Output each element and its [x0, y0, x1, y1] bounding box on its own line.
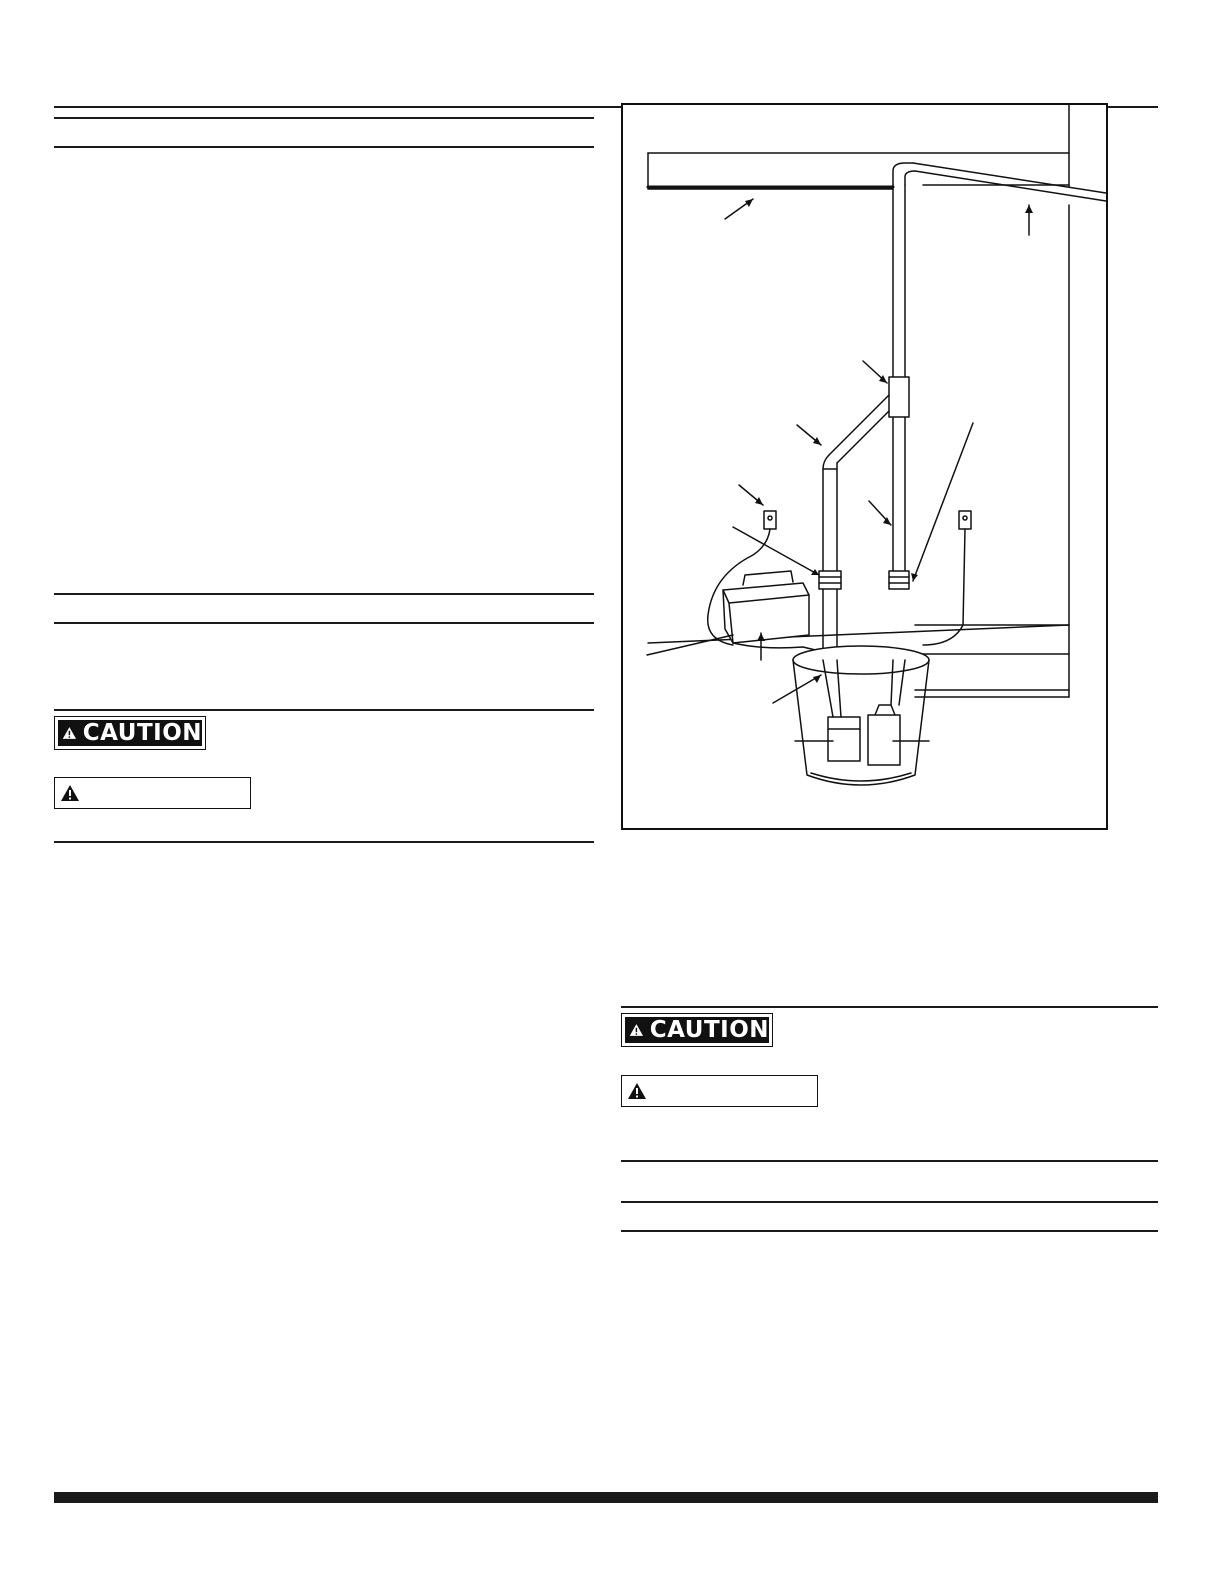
caution-badge-right: [621, 1013, 773, 1047]
footer-bar: [54, 1492, 1158, 1503]
right-caution-bottom-rule: [621, 1160, 1158, 1162]
caution-label: CAUTION: [82, 720, 202, 746]
sump-pump-installation-diagram: [621, 103, 1108, 830]
left-section-rule-1a: [54, 117, 594, 119]
warning-box-right: [621, 1075, 818, 1107]
left-caution-bottom-rule: [54, 841, 594, 843]
warning-triangle-icon: [627, 1082, 647, 1100]
left-section-rule-2b: [54, 622, 594, 624]
left-section-rule-2a: [54, 593, 594, 595]
warning-triangle-icon: [629, 1021, 644, 1039]
right-caution-top-rule: [621, 1006, 1158, 1008]
left-section-rule-1b: [54, 146, 594, 148]
diagram-canvas: [623, 105, 1106, 828]
warning-triangle-icon: [62, 724, 77, 742]
caution-label: CAUTION: [649, 1017, 769, 1043]
right-section-rule-b: [621, 1230, 1158, 1232]
left-caution-top-rule: [54, 709, 594, 711]
warning-triangle-icon: [60, 784, 80, 802]
right-section-rule-a: [621, 1201, 1158, 1203]
header-rule-right-segment: [1108, 106, 1158, 108]
caution-badge-left: [54, 716, 206, 750]
warning-box-left: [54, 777, 251, 809]
